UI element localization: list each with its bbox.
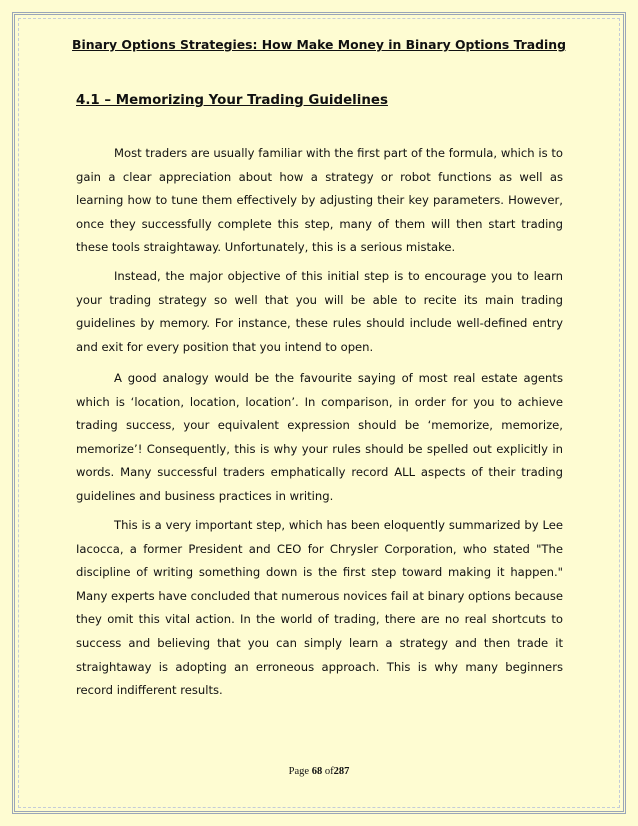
page-footer xyxy=(0,766,638,777)
paragraph-3: A good analogy would be the favourite saying of most real estate agents which is ‘location, location, location’. In comparison, in order for you to achieve trading success, your equivalent expression should be ‘memorize, memorize, memorize’! Consequently, this is why your rules should be spelled out explicitly in words. Many successful traders emphatically record ALL aspects of their trading guidelines and business practices in writing. xyxy=(76,371,563,503)
running-header: Binary Options Strategies: How Make Money in Binary Options Trading xyxy=(72,37,566,52)
footer-page-number: 68 xyxy=(311,766,323,777)
paragraph-4: This is a very important step, which has been eloquently summarized by Lee Iacocca, a former President and CEO for Chrysler Corporation, who stated "The discipline of writing something down is the first step toward making it happen." Many experts have concluded that numerous novices fail at binary options because they omit this vital action. In the world of trading, there are no real shortcuts to success and believing that you can simply learn a strategy and then trade it straightaway is adopting an erroneous approach. This is why many beginners record indifferent results. xyxy=(76,518,563,698)
footer-page-word: Page xyxy=(288,766,310,777)
section-heading: 4.1 – Memorizing Your Trading Guidelines xyxy=(76,93,388,108)
footer-of-word: of xyxy=(324,766,334,777)
footer-total-pages: 287 xyxy=(333,766,350,777)
paragraph-1: Most traders are usually familiar with the first part of the formula, which is to gain a clear appreciation about how a strategy or robot functions as well as learning how to tune them effectively by adjusting their key parameters. However, once they successfully complete this step, many of them will then start trading these tools straightaway. Unfortunately, this is a serious mistake. xyxy=(76,146,563,255)
paragraph-2: Instead, the major objective of this initial step is to encourage you to learn your trading strategy so well that you will be able to recite its main trading guidelines by memory. For instance, these rules should include well-defined entry and exit for every position that you intend to open. xyxy=(76,269,563,354)
